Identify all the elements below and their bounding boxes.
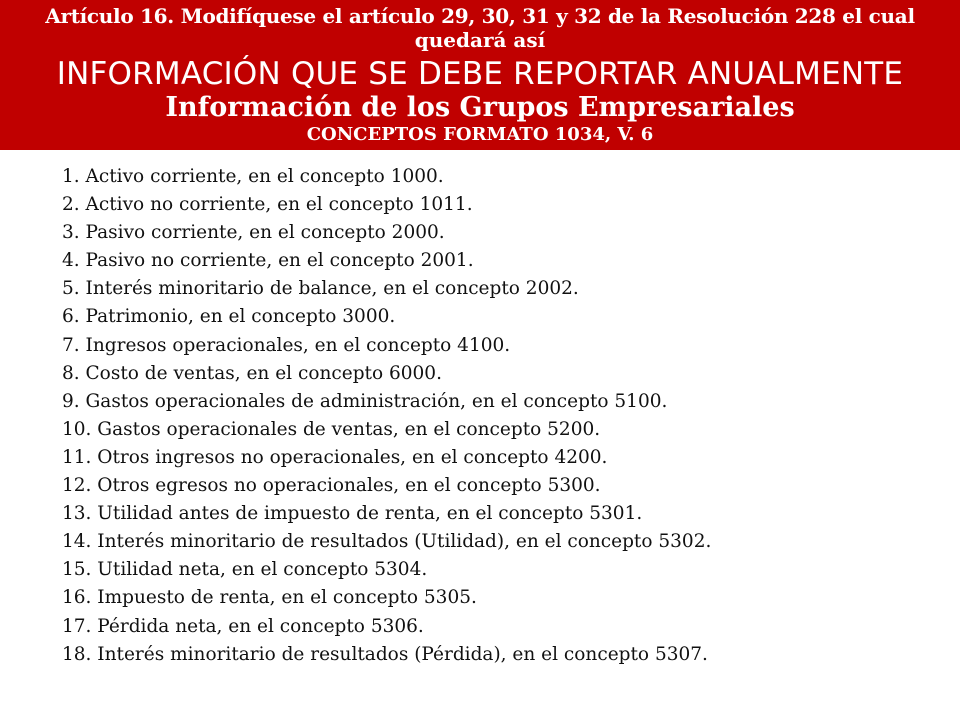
list-item: 5. Interés minoritario de balance, en el concepto 2002. <box>62 278 579 300</box>
article-heading-continuation: quedará así <box>414 28 546 52</box>
list-item: 1. Activo corriente, en el concepto 1000. <box>62 166 444 187</box>
list-item: 10. Gastos operacionales de ventas, en el concepto 5200. <box>62 418 601 440</box>
list-item: 9. Gastos operacionales de administración, en el concepto 5100. <box>62 390 668 412</box>
list-item: 6. Patrimonio, en el concepto 3000. <box>62 306 396 328</box>
list-item: 3. Pasivo corriente, en el concepto 2000. <box>62 222 445 244</box>
list-item: 2. Activo no corriente, en el concepto 1011. <box>62 194 473 216</box>
concept-list <box>62 163 711 669</box>
list-item: 16. Impuesto de renta, en el concepto 5305. <box>62 587 477 609</box>
article-heading: Artículo 16. Modifíquese el artículo 29, 30, 31 y 32 de la Resolución 228 el cual <box>45 4 915 28</box>
title-banner <box>0 0 960 150</box>
format-caption: CONCEPTOS FORMATO 1034, V. 6 <box>306 124 654 145</box>
list-item: 12. Otros egresos no operacionales, en el concepto 5300. <box>62 475 601 497</box>
slide-subtitle: Información de los Grupos Empresariales <box>165 92 795 123</box>
list-item: 14. Interés minoritario de resultados (Utilidad), en el concepto 5302. <box>62 531 712 553</box>
list-item: 7. Ingresos operacionales, en el concepto 4100. <box>62 334 511 356</box>
list-item: 15. Utilidad neta, en el concepto 5304. <box>62 559 428 581</box>
slide-title: INFORMACIÓN QUE SE DEBE REPORTAR ANUALMENTE <box>56 56 904 92</box>
list-item: 8. Costo de ventas, en el concepto 6000. <box>62 362 442 384</box>
list-item: 18. Interés minoritario de resultados (Pérdida), en el concepto 5307. <box>62 643 708 665</box>
list-item: 13. Utilidad antes de impuesto de renta, en el concepto 5301. <box>62 503 643 525</box>
list-item: 11. Otros ingresos no operacionales, en el concepto 4200. <box>62 446 608 468</box>
list-item: 4. Pasivo no corriente, en el concepto 2001. <box>62 250 474 272</box>
list-item: 17. Pérdida neta, en el concepto 5306. <box>62 615 424 637</box>
